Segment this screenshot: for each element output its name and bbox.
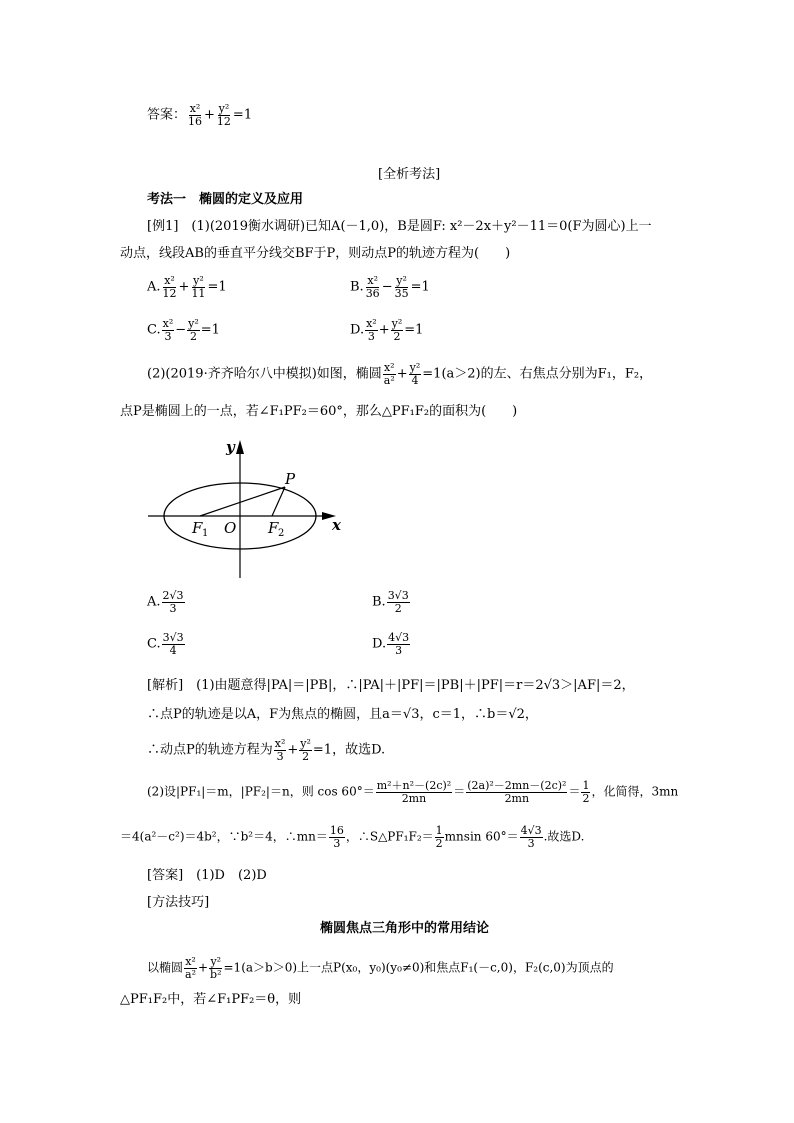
answer-2: [答案] (1)D (2)D <box>147 868 267 883</box>
example-1-line-1: [例1] (1)(2019衡水调研)已知A(－1,0)，B是圆F: x²－2x＋y²－11＝0(F为圆心)上一 <box>147 219 652 234</box>
example-2-line-1: (2)(2019·齐齐哈尔八中模拟)如图，椭圆 $\frac{\text{x²}}{\text{a²}}$ + $\frac{\text{y²}}{4}$ =1(a＞2)的左、右焦点分别为F₁，F₂， <box>147 361 653 387</box>
solution-line-4: (2)设|PF₁|＝m，|PF₂|＝n，则 cos 60°＝ $\frac{\text{m²＋n²－(2c)²}}{2mn}$ ＝ $\frac{\text{(2a)²－2mn－(2c)²}}{2mn}$ ＝ $\frac{1}{2}$ ，化简得，3mn <box>147 779 679 805</box>
f2-label: F <box>268 519 279 537</box>
option-d: D. $\frac{\text{x²}}{3}$ + $\frac{\text{y²}}{2}$ =1 <box>350 317 424 343</box>
kaofa-heading: 考法一 椭圆的定义及应用 <box>147 192 304 207</box>
ex2-option-d: D. $\frac{4√3}{3}$ <box>372 631 410 657</box>
solution-line-3: ∴动点P的轨迹方程为 $\frac{\text{x²}}{3}$ + $\frac{\text{y²}}{2}$ =1，故选D. <box>147 737 386 763</box>
answer-label: 答案： <box>147 107 187 123</box>
solution-line-1: [解析] (1)由题意得|PA|＝|PB|，∴|PA|＋|PF|＝|PB|＋|PF|＝r＝2√3＞|AF|＝2， <box>147 678 635 693</box>
section-title: [全析考法] <box>378 167 441 182</box>
option-a: A. $\frac{\text{x²}}{12}$ + $\frac{\text{y²}}{11}$ =1 <box>147 274 227 300</box>
ellipse-figure <box>140 430 370 590</box>
ex2-option-a: A. $\frac{2√3}{3}$ <box>147 589 184 615</box>
y-axis-arrow <box>236 440 244 454</box>
y-label: y <box>226 438 235 456</box>
ex2-option-b: B. $\frac{3√3}{2}$ <box>372 589 409 615</box>
example-2-line-2: 点P是椭圆上的一点，若∠F₁PF₂＝60°，那么△PF₁F₂的面积为( ) <box>120 404 518 419</box>
method-tip-label: [方法技巧] <box>147 895 210 910</box>
segment-pf1 <box>200 487 285 516</box>
ex2-option-c: C. $\frac{3√3}{4}$ <box>147 631 184 657</box>
f1-sub: 1 <box>202 528 209 539</box>
option-b: B. $\frac{\text{x²}}{36}$ − $\frac{\text{y²}}{35}$ =1 <box>350 274 430 300</box>
x-label: x <box>332 516 341 534</box>
answer-frac-2: $\frac{\text{y²}}{12}$ <box>216 102 231 128</box>
tip-line-2: △PF₁F₂中，若∠F₁PF₂＝θ，则 <box>120 992 302 1007</box>
f1-label: F <box>192 519 203 537</box>
option-c: C. $\frac{\text{x²}}{3}$ − $\frac{\text{y²}}{2}$ =1 <box>147 317 220 343</box>
answer-frac-1: $\frac{\text{x²}}{16}$ <box>188 102 203 128</box>
tip-line-1: 以椭圆 $\frac{\text{x²}}{\text{a²}}$ + $\frac{\text{y²}}{\text{b²}}$ =1(a＞b＞0)上一点P(x₀，y₀)(y₀≠0)和焦点F₁(－c,0)，F₂(c,0)为顶点的 <box>147 955 614 981</box>
answer-line: 答案： $\frac{\text{x²}}{16}$ + $\frac{\text{y²}}{12}$ =1 <box>147 102 253 128</box>
solution-line-2: ∴点P的轨迹是以A，F为焦点的椭圆，且a＝√3，c＝1，∴b＝√2， <box>147 707 538 722</box>
example-1-line-2: 动点，线段AB的垂直平分线交BF于P，则动点P的轨迹方程为( ) <box>120 246 511 261</box>
solution-line-5: ＝4(a²－c²)＝4b²，∵b²＝4，∴mn＝ $\frac{16}{3}$ ，∴S△PF₁F₂＝ $\frac{1}{2}$ mnsin 60°＝ $\frac{4√3}{3}$ .故选D. <box>120 824 585 850</box>
origin-label: O <box>224 519 237 537</box>
tip-title: 椭圆焦点三角形中的常用结论 <box>320 921 490 936</box>
point-p-label: P <box>285 470 296 488</box>
f2-sub: 2 <box>278 528 285 539</box>
